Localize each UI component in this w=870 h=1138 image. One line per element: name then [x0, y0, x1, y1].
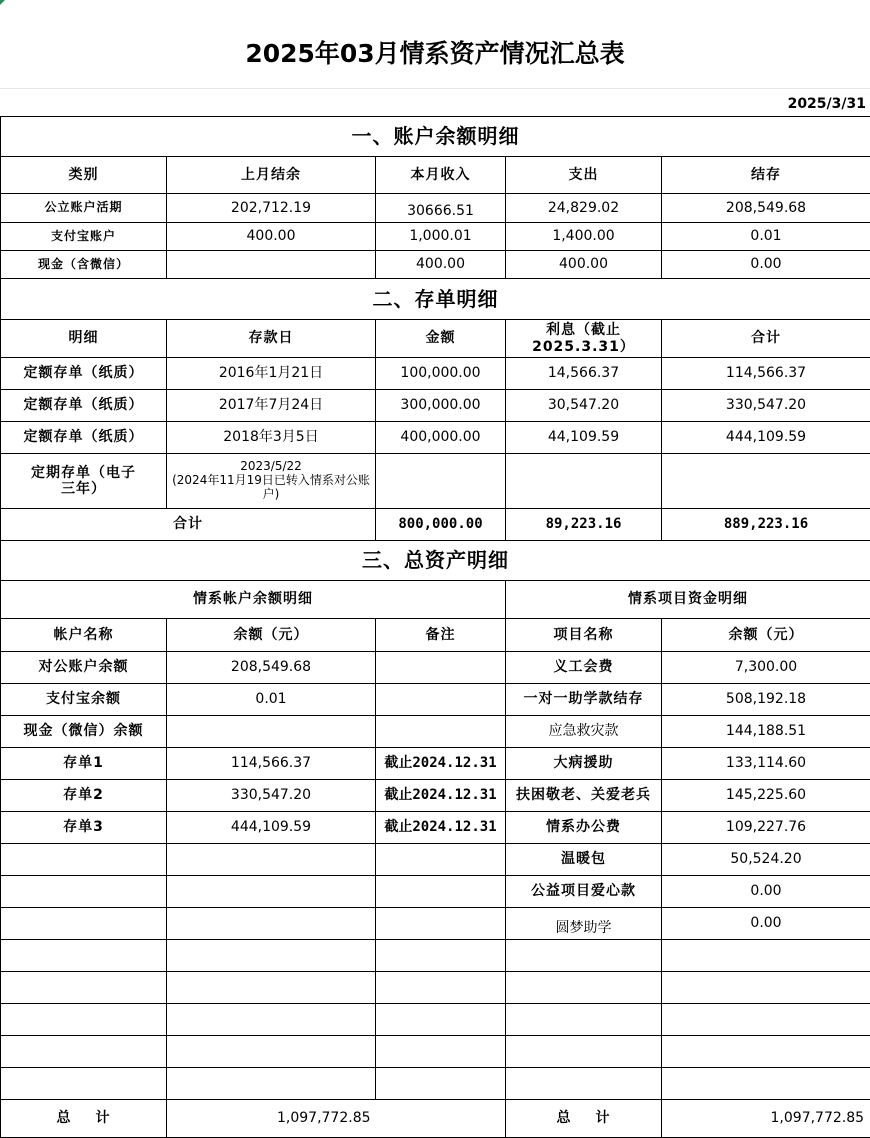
table-row [1, 652, 870, 684]
table-cell[interactable]: 114,566.37 [167, 748, 376, 780]
total-label[interactable]: 合计 [1, 509, 376, 541]
column-header[interactable]: 上月结余 [167, 157, 376, 194]
table-cell[interactable]: 133,114.60 [662, 748, 870, 780]
table-cell[interactable]: 2017年7月24日 [167, 390, 376, 422]
table-cell[interactable] [167, 251, 376, 279]
table-row [1, 684, 870, 716]
table-cell[interactable] [1, 876, 167, 908]
table-cell[interactable] [167, 908, 376, 940]
table-cell[interactable]: 0.00 [662, 251, 870, 279]
table-row [1, 194, 870, 223]
table-row [1, 908, 870, 940]
table-cell[interactable]: 508,192.18 [662, 684, 870, 716]
table-cell[interactable]: 400,000.00 [376, 422, 506, 454]
empty-cell[interactable] [662, 1068, 870, 1100]
table-row [1, 876, 870, 908]
column-header[interactable]: 余额（元） [167, 619, 376, 652]
table-cell[interactable]: 存单2 [1, 780, 167, 812]
grand-total-label-right[interactable] [506, 1100, 662, 1138]
empty-cell[interactable] [167, 1068, 376, 1100]
table-cell[interactable]: 330,547.20 [167, 780, 376, 812]
table-cell[interactable]: 1,400.00 [506, 223, 662, 251]
table-cell[interactable] [376, 684, 506, 716]
table-cell[interactable]: 208,549.68 [662, 194, 870, 223]
section1-header-row [1, 157, 870, 194]
table-cell[interactable]: 定额存单（纸质） [1, 422, 167, 454]
table-cell[interactable]: 0.01 [167, 684, 376, 716]
table-cell[interactable]: 0.00 [662, 876, 870, 908]
empty-cell[interactable] [662, 1004, 870, 1036]
section3-heading: 三、总资产明细 [1, 541, 870, 581]
table-row [1, 251, 870, 279]
table-cell[interactable] [376, 908, 506, 940]
table-cell[interactable]: 1,000.01 [376, 223, 506, 251]
total-label-char: 总 [57, 1110, 72, 1126]
table-cell[interactable]: 现金（微信）余额 [1, 716, 167, 748]
table-cell[interactable]: 截止2024.12.31 [376, 780, 506, 812]
total-label-char: 计 [596, 1110, 611, 1126]
table-cell[interactable]: 30666.51 [376, 194, 506, 223]
empty-cell[interactable] [376, 1036, 506, 1068]
empty-row [1, 1036, 870, 1068]
table-row [1, 748, 870, 780]
deposit-date-cell[interactable] [167, 454, 376, 509]
empty-cell[interactable] [662, 940, 870, 972]
grand-total-left[interactable]: 1,097,772.85 [167, 1100, 506, 1138]
empty-cell[interactable] [1, 972, 167, 1004]
grand-total-label-left[interactable] [1, 1100, 167, 1138]
table-cell[interactable]: 大病援助 [506, 748, 662, 780]
table-cell[interactable] [167, 716, 376, 748]
section3-subheading-row [1, 581, 870, 619]
empty-cell[interactable] [376, 1068, 506, 1100]
table-cell[interactable]: 2018年3月5日 [167, 422, 376, 454]
empty-cell[interactable] [376, 972, 506, 1004]
table-cell[interactable] [376, 454, 506, 509]
table-cell[interactable] [662, 454, 870, 509]
account-balance-subheading[interactable]: 情系帐户余额明细 [1, 581, 506, 619]
table-cell[interactable]: 0.00 [662, 908, 870, 940]
column-header[interactable]: 类别 [1, 157, 167, 194]
empty-cell[interactable] [1, 1068, 167, 1100]
column-header[interactable]: 项目名称 [506, 619, 662, 652]
table-row [1, 716, 870, 748]
table-cell[interactable]: 支付宝账户 [1, 223, 167, 251]
table-cell[interactable]: 400.00 [167, 223, 376, 251]
empty-row [1, 972, 870, 1004]
column-header[interactable]: 支出 [506, 157, 662, 194]
table-cell[interactable]: 24,829.02 [506, 194, 662, 223]
table-cell[interactable]: 温暖包 [506, 844, 662, 876]
empty-cell[interactable] [1, 1004, 167, 1036]
empty-cell[interactable] [506, 940, 662, 972]
table-row [1, 454, 870, 509]
table-cell[interactable]: 扶困敬老、关爱老兵 [506, 780, 662, 812]
table-cell[interactable]: 存单1 [1, 748, 167, 780]
table-row [1, 844, 870, 876]
table-cell[interactable]: 定额存单（纸质） [1, 358, 167, 390]
table-cell[interactable]: 现金（含微信） [1, 251, 167, 279]
column-header[interactable]: 备注 [376, 619, 506, 652]
table-row [1, 812, 870, 844]
table-cell[interactable]: 400.00 [376, 251, 506, 279]
total-amount[interactable]: 800,000.00 [376, 509, 506, 541]
table-cell[interactable] [376, 844, 506, 876]
empty-cell[interactable] [662, 972, 870, 1004]
empty-cell[interactable] [1, 940, 167, 972]
table-cell[interactable]: 2016年1月21日 [167, 358, 376, 390]
total-interest[interactable]: 89,223.16 [506, 509, 662, 541]
table-cell[interactable] [167, 876, 376, 908]
table-cell[interactable]: 情系办公费 [506, 812, 662, 844]
empty-cell[interactable] [506, 1004, 662, 1036]
column-header[interactable]: 合计 [662, 320, 870, 358]
table-cell[interactable]: 存单3 [1, 812, 167, 844]
total-label-char: 计 [96, 1110, 111, 1126]
table-cell[interactable]: 300,000.00 [376, 390, 506, 422]
table-cell[interactable]: 一对一助学款结存 [506, 684, 662, 716]
table-cell[interactable]: 义工会费 [506, 652, 662, 684]
table-cell[interactable]: 100,000.00 [376, 358, 506, 390]
project-fund-subheading[interactable]: 情系项目资金明细 [506, 581, 870, 619]
table-cell[interactable]: 444,109.59 [662, 422, 870, 454]
table-cell[interactable]: 对公账户余额 [1, 652, 167, 684]
table-cell[interactable]: 14,566.37 [506, 358, 662, 390]
total-sum[interactable]: 889,223.16 [662, 509, 870, 541]
table-cell[interactable] [1, 908, 167, 940]
table-cell[interactable]: 400.00 [506, 251, 662, 279]
table-cell[interactable]: 应急救灾款 [506, 716, 662, 748]
table-cell[interactable]: 7,300.00 [662, 652, 870, 684]
table-cell[interactable]: 公益项目爱心款 [506, 876, 662, 908]
table-cell[interactable] [376, 876, 506, 908]
deposit-date: 2023/5/22 [169, 460, 373, 474]
empty-row [1, 940, 870, 972]
table-cell[interactable] [506, 454, 662, 509]
table-row [1, 223, 870, 251]
table-row [1, 390, 870, 422]
table-cell[interactable] [1, 844, 167, 876]
table-cell[interactable] [376, 652, 506, 684]
empty-cell[interactable] [167, 1004, 376, 1036]
section1-heading: 一、账户余额明细 [1, 117, 870, 157]
column-header[interactable]: 结存 [662, 157, 870, 194]
empty-cell[interactable] [167, 940, 376, 972]
table-cell[interactable]: 144,188.51 [662, 716, 870, 748]
empty-cell[interactable] [376, 1004, 506, 1036]
table-cell[interactable]: 公立账户活期 [1, 194, 167, 223]
table-cell[interactable] [376, 716, 506, 748]
table-cell[interactable]: 圆梦助学 [506, 908, 662, 940]
table-cell[interactable]: 30,547.20 [506, 390, 662, 422]
grand-total-right[interactable]: 1,097,772.85 [662, 1100, 870, 1138]
empty-row [1, 1068, 870, 1100]
column-header[interactable]: 余额（元） [662, 619, 870, 652]
table-cell[interactable]: 截止2024.12.31 [376, 748, 506, 780]
asset-summary-table [0, 116, 870, 1138]
empty-cell[interactable] [662, 1036, 870, 1068]
table-cell[interactable]: 50,524.20 [662, 844, 870, 876]
table-row [1, 422, 870, 454]
empty-cell[interactable] [506, 1036, 662, 1068]
table-cell[interactable]: 444,109.59 [167, 812, 376, 844]
section3-header-row [1, 619, 870, 652]
table-cell[interactable]: 44,109.59 [506, 422, 662, 454]
column-header[interactable]: 明细 [1, 320, 167, 358]
empty-cell[interactable] [506, 972, 662, 1004]
total-label-char: 总 [557, 1110, 572, 1126]
column-header[interactable]: 存款日 [167, 320, 376, 358]
empty-cell[interactable] [1, 1036, 167, 1068]
grand-total-row [1, 1100, 870, 1138]
empty-cell[interactable] [506, 1068, 662, 1100]
table-cell[interactable]: 114,566.37 [662, 358, 870, 390]
column-header[interactable]: 本月收入 [376, 157, 506, 194]
section2-header-row [1, 320, 870, 358]
table-cell[interactable]: 109,227.76 [662, 812, 870, 844]
empty-row [1, 1004, 870, 1036]
transfer-note: (2024年11月19日已转入情系对公账户) [169, 474, 373, 502]
table-cell[interactable] [167, 844, 376, 876]
table-cell[interactable]: 定额存单（纸质） [1, 390, 167, 422]
section2-heading: 二、存单明细 [1, 279, 870, 320]
table-cell[interactable]: 支付宝余额 [1, 684, 167, 716]
table-cell[interactable]: 208,549.68 [167, 652, 376, 684]
table-cell[interactable]: 330,547.20 [662, 390, 870, 422]
section2-total-row [1, 509, 870, 541]
empty-cell[interactable] [167, 972, 376, 1004]
empty-cell[interactable] [376, 940, 506, 972]
column-header[interactable]: 利息（截止2025.3.31） [506, 320, 662, 358]
column-header[interactable]: 帐户名称 [1, 619, 167, 652]
page-title: 2025年03月情系资产情况汇总表 [0, 0, 870, 104]
table-cell[interactable]: 202,712.19 [167, 194, 376, 223]
table-row [1, 358, 870, 390]
table-row [1, 780, 870, 812]
title-divider [0, 88, 870, 89]
report-date: 2025/3/31 [788, 96, 866, 112]
column-header[interactable]: 金额 [376, 320, 506, 358]
table-cell[interactable]: 定期存单（电子三年） [1, 454, 167, 509]
table-cell[interactable]: 截止2024.12.31 [376, 812, 506, 844]
empty-cell[interactable] [167, 1036, 376, 1068]
table-cell[interactable]: 145,225.60 [662, 780, 870, 812]
table-cell[interactable]: 0.01 [662, 223, 870, 251]
